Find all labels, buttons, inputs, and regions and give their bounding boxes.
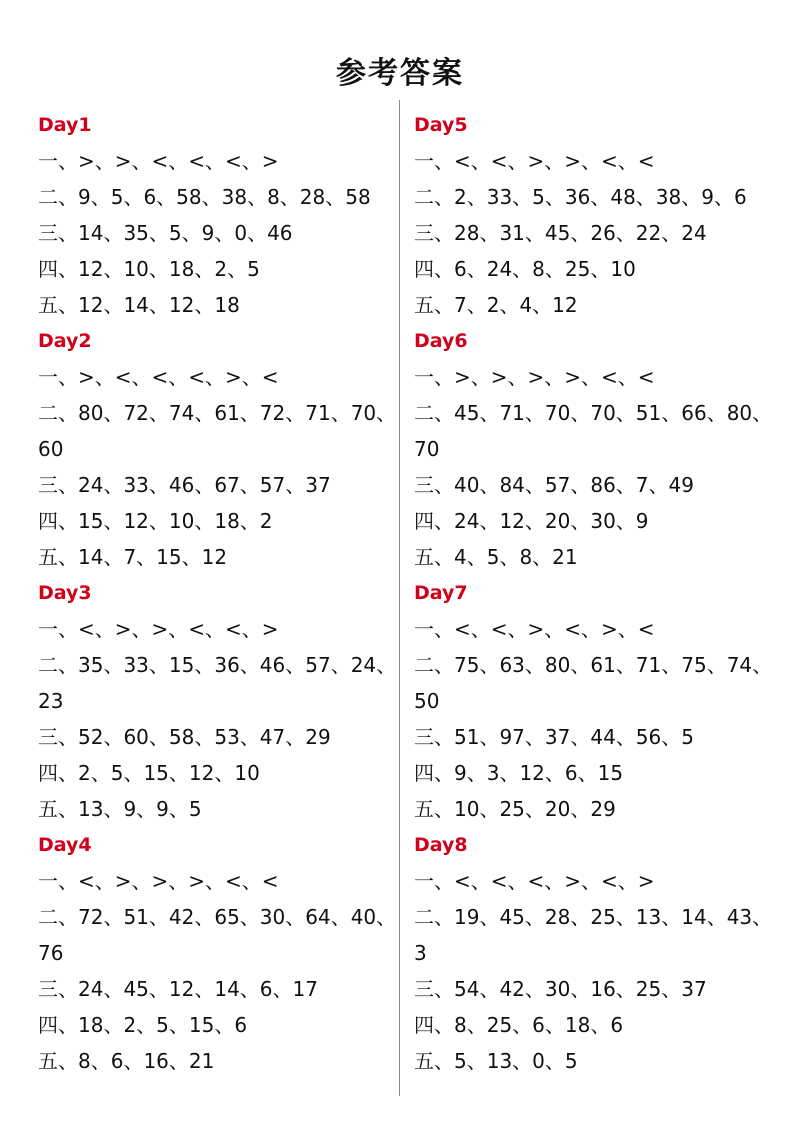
answer-line: 四、9、3、12、6、15 <box>414 761 624 785</box>
answers-column-right <box>414 112 774 1084</box>
answer-line: 四、15、12、10、18、2 <box>38 509 273 533</box>
answer-line: 四、24、12、20、30、9 <box>414 509 649 533</box>
day-label: Day1 <box>38 114 92 136</box>
column-divider <box>399 100 400 1096</box>
answer-line: 二、72、51、42、65、30、64、40、 <box>38 905 397 929</box>
answer-line: 50 <box>414 689 440 713</box>
answer-line: 二、75、63、80、61、71、75、74、 <box>414 653 773 677</box>
answer-line: 3 <box>414 941 427 965</box>
answer-line: 五、4、5、8、21 <box>414 545 578 569</box>
answer-line: 三、54、42、30、16、25、37 <box>414 977 707 1001</box>
answer-line: 一、>、>、<、<、<、> <box>38 149 279 173</box>
answer-line: 三、24、45、12、14、6、17 <box>38 977 318 1001</box>
answer-line: 一、<、>、>、<、<、> <box>38 617 279 641</box>
answer-line: 23 <box>38 689 64 713</box>
answer-line: 76 <box>38 941 64 965</box>
answer-line: 一、<、>、>、>、<、< <box>38 869 279 893</box>
answer-line: 四、12、10、18、2、5 <box>38 257 260 281</box>
answer-line: 三、51、97、37、44、56、5 <box>414 725 694 749</box>
answer-line: 二、2、33、5、36、48、38、9、6 <box>414 185 747 209</box>
day-label: Day4 <box>38 834 92 856</box>
day-label: Day6 <box>414 330 468 352</box>
day-label: Day7 <box>414 582 468 604</box>
answer-line: 一、>、>、>、>、<、< <box>414 365 655 389</box>
answer-line: 五、12、14、12、18 <box>38 293 240 317</box>
answer-line: 四、8、25、6、18、6 <box>414 1013 624 1037</box>
answer-line: 60 <box>38 437 64 461</box>
day-label: Day8 <box>414 834 468 856</box>
day-label: Day3 <box>38 582 92 604</box>
answer-line: 三、28、31、45、26、22、24 <box>414 221 707 245</box>
answer-line: 三、24、33、46、67、57、37 <box>38 473 331 497</box>
answer-line: 70 <box>414 437 440 461</box>
answers-column-left <box>38 112 398 1084</box>
answer-line: 三、52、60、58、53、47、29 <box>38 725 331 749</box>
day-label: Day5 <box>414 114 468 136</box>
answer-line: 二、19、45、28、25、13、14、43、 <box>414 905 773 929</box>
answer-line: 四、18、2、5、15、6 <box>38 1013 248 1037</box>
answer-line: 三、40、84、57、86、7、49 <box>414 473 694 497</box>
answer-line: 五、14、7、15、12 <box>38 545 228 569</box>
answer-line: 五、7、2、4、12 <box>414 293 578 317</box>
answer-line: 二、80、72、74、61、72、71、70、 <box>38 401 397 425</box>
answer-line: 一、>、<、<、<、>、< <box>38 365 279 389</box>
answer-line: 五、13、9、9、5 <box>38 797 202 821</box>
answer-line: 二、45、71、70、70、51、66、80、 <box>414 401 773 425</box>
page-title: 参考答案 <box>336 56 464 91</box>
answer-line: 五、5、13、0、5 <box>414 1049 578 1073</box>
answer-line: 五、8、6、16、21 <box>38 1049 215 1073</box>
answer-line: 四、2、5、15、12、10 <box>38 761 260 785</box>
answer-line: 二、35、33、15、36、46、57、24、 <box>38 653 397 677</box>
day-label: Day2 <box>38 330 92 352</box>
answer-line: 二、9、5、6、58、38、8、28、58 <box>38 185 371 209</box>
answer-line: 三、14、35、5、9、0、46 <box>38 221 293 245</box>
answer-line: 一、<、<、<、>、<、> <box>414 869 655 893</box>
answer-line: 一、<、<、>、>、<、< <box>414 149 655 173</box>
answer-line: 四、6、24、8、25、10 <box>414 257 636 281</box>
answer-line: 五、10、25、20、29 <box>414 797 616 821</box>
answer-line: 一、<、<、>、<、>、< <box>414 617 655 641</box>
